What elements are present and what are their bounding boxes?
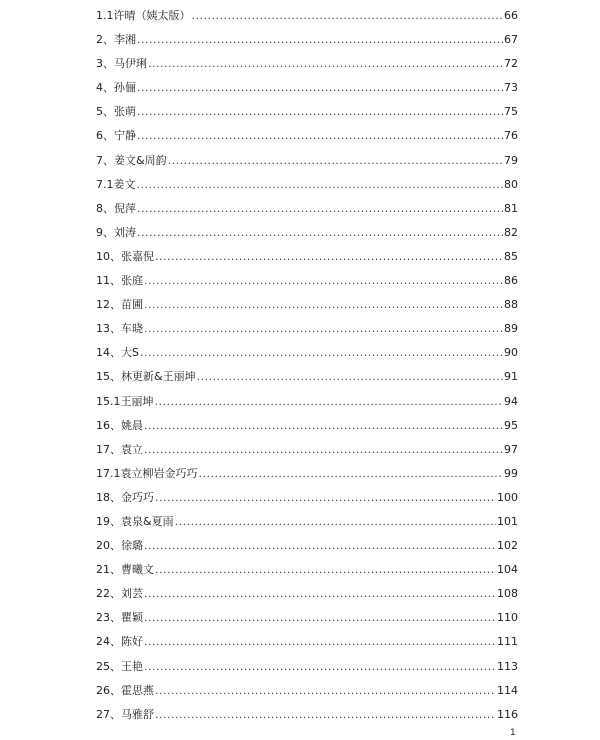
dot-leader bbox=[144, 630, 496, 654]
toc-entry[interactable] bbox=[96, 703, 518, 727]
dot-leader bbox=[137, 76, 503, 100]
toc-entry-title: 14、大S bbox=[96, 346, 139, 360]
toc-entry-page-number: 108 bbox=[497, 587, 518, 601]
toc-entry-title: 1.1许晴（姨太版） bbox=[96, 9, 191, 22]
table-of-contents bbox=[96, 4, 518, 727]
dot-leader bbox=[144, 293, 503, 317]
toc-entry-page-number: 79 bbox=[504, 153, 518, 167]
toc-entry-page-number: 66 bbox=[504, 9, 518, 22]
toc-entry-page-number: 111 bbox=[497, 635, 518, 649]
toc-entry[interactable] bbox=[96, 124, 518, 148]
toc-entry[interactable] bbox=[96, 76, 518, 100]
dot-leader bbox=[137, 124, 503, 148]
toc-entry-page-number: 104 bbox=[497, 563, 518, 577]
dot-leader bbox=[148, 52, 503, 76]
toc-entry-page-number: 101 bbox=[497, 514, 518, 528]
dot-leader bbox=[168, 149, 503, 173]
toc-entry-title: 26、霍思燕 bbox=[96, 683, 154, 697]
toc-entry-title: 19、袁泉&夏雨 bbox=[96, 514, 174, 528]
toc-entry[interactable] bbox=[96, 293, 518, 317]
toc-entry-title: 4、孙俪 bbox=[96, 81, 136, 95]
toc-entry-page-number: 86 bbox=[504, 274, 518, 288]
toc-entry-title: 18、金巧巧 bbox=[96, 490, 154, 504]
toc-entry-page-number: 80 bbox=[504, 177, 518, 191]
toc-entry-title: 9、刘涛 bbox=[96, 225, 136, 239]
toc-entry-title: 7、姜文&周韵 bbox=[96, 153, 167, 167]
toc-entry-title: 6、宁静 bbox=[96, 129, 136, 143]
toc-entry-page-number: 102 bbox=[497, 539, 518, 553]
toc-entry-title: 17.1袁立柳岩金巧巧 bbox=[96, 466, 198, 480]
dot-leader bbox=[144, 438, 503, 462]
dot-leader bbox=[155, 558, 496, 582]
dot-leader bbox=[144, 534, 496, 558]
toc-entry-page-number: 114 bbox=[497, 683, 518, 697]
toc-entry[interactable] bbox=[96, 341, 518, 365]
toc-entry-title: 12、苗圃 bbox=[96, 298, 143, 312]
dot-leader bbox=[144, 269, 503, 293]
toc-entry-title: 25、王艳 bbox=[96, 659, 143, 673]
page-number: 1 bbox=[510, 728, 516, 738]
toc-entry[interactable] bbox=[96, 269, 518, 293]
toc-entry-title: 13、车晓 bbox=[96, 322, 143, 336]
toc-entry[interactable] bbox=[96, 197, 518, 221]
toc-entry-page-number: 100 bbox=[497, 490, 518, 504]
toc-entry-page-number: 95 bbox=[504, 418, 518, 432]
toc-entry-title: 15.1王丽坤 bbox=[96, 394, 154, 408]
dot-leader bbox=[199, 462, 504, 486]
toc-entry-title: 17、袁立 bbox=[96, 442, 143, 456]
toc-entry-title: 21、曹曦文 bbox=[96, 563, 154, 577]
toc-entry-page-number: 113 bbox=[497, 659, 518, 673]
toc-entry-title: 16、姚晨 bbox=[96, 418, 143, 432]
toc-entry[interactable] bbox=[96, 534, 518, 558]
dot-leader bbox=[192, 4, 504, 28]
dot-leader bbox=[137, 197, 503, 221]
toc-entry[interactable] bbox=[96, 438, 518, 462]
dot-leader bbox=[140, 341, 503, 365]
toc-entry-page-number: 110 bbox=[497, 611, 518, 625]
toc-entry-title: 3、马伊琍 bbox=[96, 57, 147, 71]
toc-entry[interactable] bbox=[96, 414, 518, 438]
toc-entry-title: 7.1姜文 bbox=[96, 177, 136, 191]
toc-entry-page-number: 116 bbox=[497, 707, 518, 721]
toc-entry-title: 5、张萌 bbox=[96, 105, 136, 119]
toc-entry-page-number: 72 bbox=[504, 57, 518, 71]
toc-entry[interactable] bbox=[96, 221, 518, 245]
dot-leader bbox=[144, 414, 503, 438]
toc-entry[interactable] bbox=[96, 4, 518, 28]
toc-entry[interactable] bbox=[96, 679, 518, 703]
toc-entry[interactable] bbox=[96, 558, 518, 582]
dot-leader bbox=[155, 486, 496, 510]
toc-entry-title: 10、张嘉倪 bbox=[96, 249, 154, 263]
toc-entry-title: 15、林更新&王丽坤 bbox=[96, 370, 196, 384]
dot-leader bbox=[175, 510, 496, 534]
toc-entry-page-number: 75 bbox=[504, 105, 518, 119]
toc-entry-page-number: 82 bbox=[504, 225, 518, 239]
toc-entry[interactable] bbox=[96, 52, 518, 76]
dot-leader bbox=[197, 365, 503, 389]
toc-entry[interactable] bbox=[96, 582, 518, 606]
toc-entry-page-number: 88 bbox=[504, 298, 518, 312]
toc-entry-title: 27、马雅舒 bbox=[96, 707, 154, 721]
toc-entry[interactable] bbox=[96, 606, 518, 630]
dot-leader bbox=[137, 28, 503, 52]
toc-entry-page-number: 94 bbox=[504, 394, 518, 408]
toc-entry[interactable] bbox=[96, 149, 518, 173]
toc-entry-page-number: 81 bbox=[504, 201, 518, 215]
toc-entry-page-number: 91 bbox=[504, 370, 518, 384]
toc-entry[interactable] bbox=[96, 462, 518, 486]
toc-entry-page-number: 76 bbox=[504, 129, 518, 143]
toc-entry[interactable] bbox=[96, 173, 518, 197]
dot-leader bbox=[155, 703, 496, 727]
toc-entry[interactable] bbox=[96, 317, 518, 341]
toc-entry-page-number: 90 bbox=[504, 346, 518, 360]
toc-entry[interactable] bbox=[96, 390, 518, 414]
toc-entry[interactable] bbox=[96, 630, 518, 654]
toc-entry[interactable] bbox=[96, 486, 518, 510]
dot-leader bbox=[137, 100, 503, 124]
toc-entry[interactable] bbox=[96, 365, 518, 389]
toc-entry-title: 2、李湘 bbox=[96, 33, 136, 47]
toc-entry-page-number: 89 bbox=[504, 322, 518, 336]
dot-leader bbox=[155, 245, 503, 269]
dot-leader bbox=[144, 582, 496, 606]
toc-entry-title: 24、陈好 bbox=[96, 635, 143, 649]
toc-entry-title: 23、瞿颖 bbox=[96, 611, 143, 625]
toc-entry[interactable] bbox=[96, 245, 518, 269]
toc-entry-page-number: 99 bbox=[504, 466, 518, 480]
toc-entry-page-number: 73 bbox=[504, 81, 518, 95]
dot-leader bbox=[144, 317, 503, 341]
toc-entry-title: 11、张庭 bbox=[96, 274, 143, 288]
dot-leader bbox=[137, 221, 503, 245]
toc-entry[interactable] bbox=[96, 655, 518, 679]
dot-leader bbox=[155, 390, 504, 414]
dot-leader bbox=[137, 173, 504, 197]
toc-entry[interactable] bbox=[96, 100, 518, 124]
toc-entry-page-number: 97 bbox=[504, 442, 518, 456]
dot-leader bbox=[144, 606, 496, 630]
dot-leader bbox=[144, 655, 496, 679]
toc-entry-page-number: 85 bbox=[504, 249, 518, 263]
toc-entry-title: 8、倪萍 bbox=[96, 201, 136, 215]
toc-entry[interactable] bbox=[96, 510, 518, 534]
toc-entry-title: 20、徐璐 bbox=[96, 539, 143, 553]
toc-entry[interactable] bbox=[96, 28, 518, 52]
toc-entry-page-number: 67 bbox=[504, 33, 518, 47]
toc-entry-title: 22、刘芸 bbox=[96, 587, 143, 601]
dot-leader bbox=[155, 679, 496, 703]
